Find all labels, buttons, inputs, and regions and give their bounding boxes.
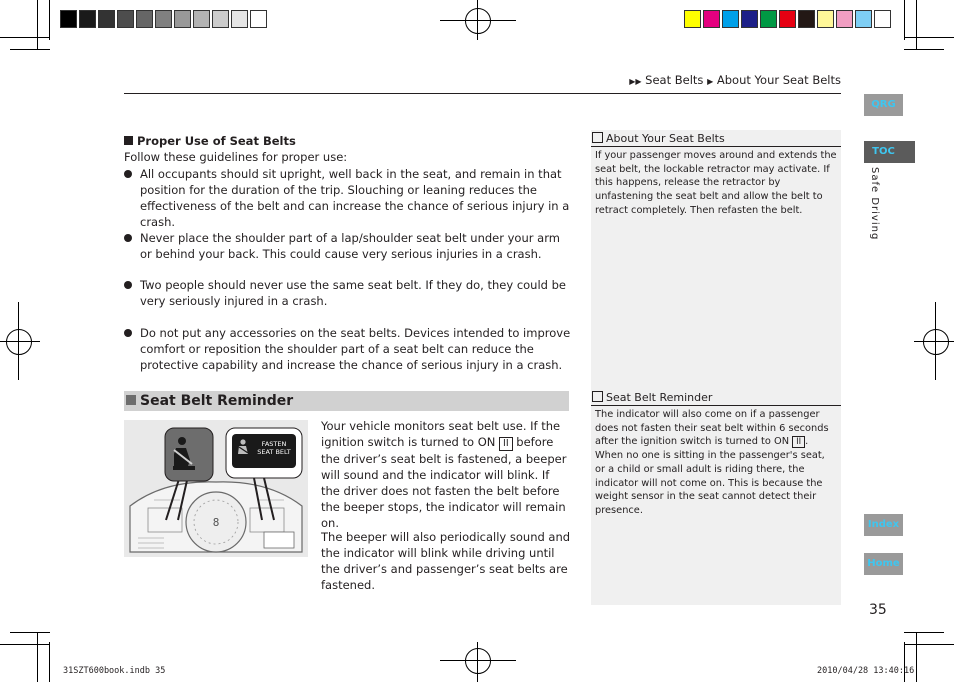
color-swatch [741,10,758,28]
bullet-text: Never place the shoulder part of a lap/shoulder seat belt under your arm or behind your back. This could cause very serious injuries in a crash. [140,231,560,261]
footer-timestamp: 2010/04/28 13:40:16 [817,666,915,676]
reminder-heading-text: Seat Belt Reminder [140,393,294,409]
color-swatch [136,10,153,28]
bullet-text: Do not put any accessories on the seat belts. Devices intended to improve comfort or reposition the shoulder part of a seat belt can reduce the protective capability and increase the chance of serious injury in a crash. [140,326,571,372]
instrument-cluster-illustration [124,420,308,557]
footer-file-info: 31SZT600book.indb 35 [63,666,166,676]
sidebar-reminder-body [595,408,837,518]
reminder-paragraph-1 [321,418,571,531]
color-swatch [155,10,172,28]
color-swatch [79,10,96,28]
heading-square-icon [124,136,133,145]
sidebar-about-body: If your passenger moves around and extends the seat belt, the lockable retractor may activate. If this happens, release the retractor by unfastening the seat belt and allow the belt to retract completely. Then refasten the belt. [595,150,837,216]
breadcrumb-topic[interactable]: About Your Seat Belts [716,73,841,87]
proper-use-intro: Follow these guidelines for proper use: [124,150,348,164]
color-swatch [117,10,134,28]
sidebar-about-heading-text: About Your Seat Belts [606,132,725,145]
color-swatch [874,10,891,28]
ignition-on-key-icon: II [499,437,513,451]
bullet-icon [124,170,132,178]
color-swatch [703,10,720,28]
toc-tab[interactable] [864,141,915,163]
toc-tab-label: TOC [872,146,895,157]
sidebar-notes [591,130,841,605]
sidebar-reminder-text-b: . When no one is sitting in the passenger's seat, or a child or small adult is riding there, the indicator will not come on. This is because the weight sensor in the seat cannot detect their presence. [595,436,825,516]
color-swatch [60,10,77,28]
ignition-on-key-icon: II [792,436,805,448]
color-swatch [212,10,229,28]
sidebar-reminder-text-a: The indicator will also come on if a passenger does not fasten their seat belt within 6 seconds after the ignition switch is turned to ON [595,409,829,448]
sidebar-reminder-heading [591,391,841,406]
fasten-seat-belt-display [255,441,293,456]
color-swatch [817,10,834,28]
sidebar-about-heading [591,132,841,147]
bullet-icon [124,234,132,242]
color-swatch [231,10,248,28]
bullet-icon [124,281,132,289]
heading-square-icon [126,395,136,405]
reminder-paragraph-2: The beeper will also periodically sound and the indicator will blink while driving until the driver’s and passenger’s seat belts are fastened. [321,530,571,592]
display-line-1: FASTEN [261,440,287,448]
color-swatch [855,10,872,28]
note-icon [592,391,603,402]
note-icon [592,132,603,143]
color-swatch [174,10,191,28]
bullet-text: Two people should never use the same seat belt. If they do, they could be very seriously injured in a crash. [140,278,566,308]
page-number: 35 [869,602,887,618]
list-item [124,325,572,373]
list-item [124,230,572,262]
bullet-icon [124,329,132,337]
breadcrumb-section[interactable]: Seat Belts [645,73,704,87]
reminder-text-a: Your vehicle monitors seat belt use. If the ignition switch is turned to ON [321,419,561,449]
breadcrumb-separator-icon: ▶ [707,77,714,86]
reminder-text-b: before the driver’s seat belt is fastened, a beeper will sound and the indicator will blink. If the driver does not fasten the belt before the beeper stops, the indicator will remain on. [321,435,567,530]
sidebar-reminder-heading-text: Seat Belt Reminder [606,391,713,404]
header-rule [124,93,841,94]
display-line-2: SEAT BELT [257,447,291,456]
index-tab[interactable]: Index [864,514,903,536]
color-swatch [250,10,267,28]
svg-text:8: 8 [212,516,220,529]
chapter-label: Safe Driving [869,167,880,241]
color-swatch [798,10,815,28]
proper-use-heading-text: Proper Use of Seat Belts [137,134,296,148]
home-tab[interactable]: Home [864,553,903,575]
color-swatch [836,10,853,28]
color-swatch [98,10,115,28]
proper-use-heading [124,134,296,148]
bullet-text: All occupants should sit upright, well back in the seat, and remain in that position for the duration of the trip. Slouching or leaning reduces the effectiveness of the belt and can increase the chance of serious injury in a crash. [140,167,570,229]
color-swatch [193,10,210,28]
color-swatch [684,10,701,28]
breadcrumb [629,73,841,87]
color-swatch [722,10,739,28]
color-swatch [779,10,796,28]
list-item [124,166,572,230]
seat-belt-reminder-heading [124,391,569,411]
breadcrumb-prefix-icon: ▶▶ [629,77,642,86]
list-item [124,277,572,309]
qrg-tab[interactable]: QRG [864,94,903,116]
color-swatch [760,10,777,28]
